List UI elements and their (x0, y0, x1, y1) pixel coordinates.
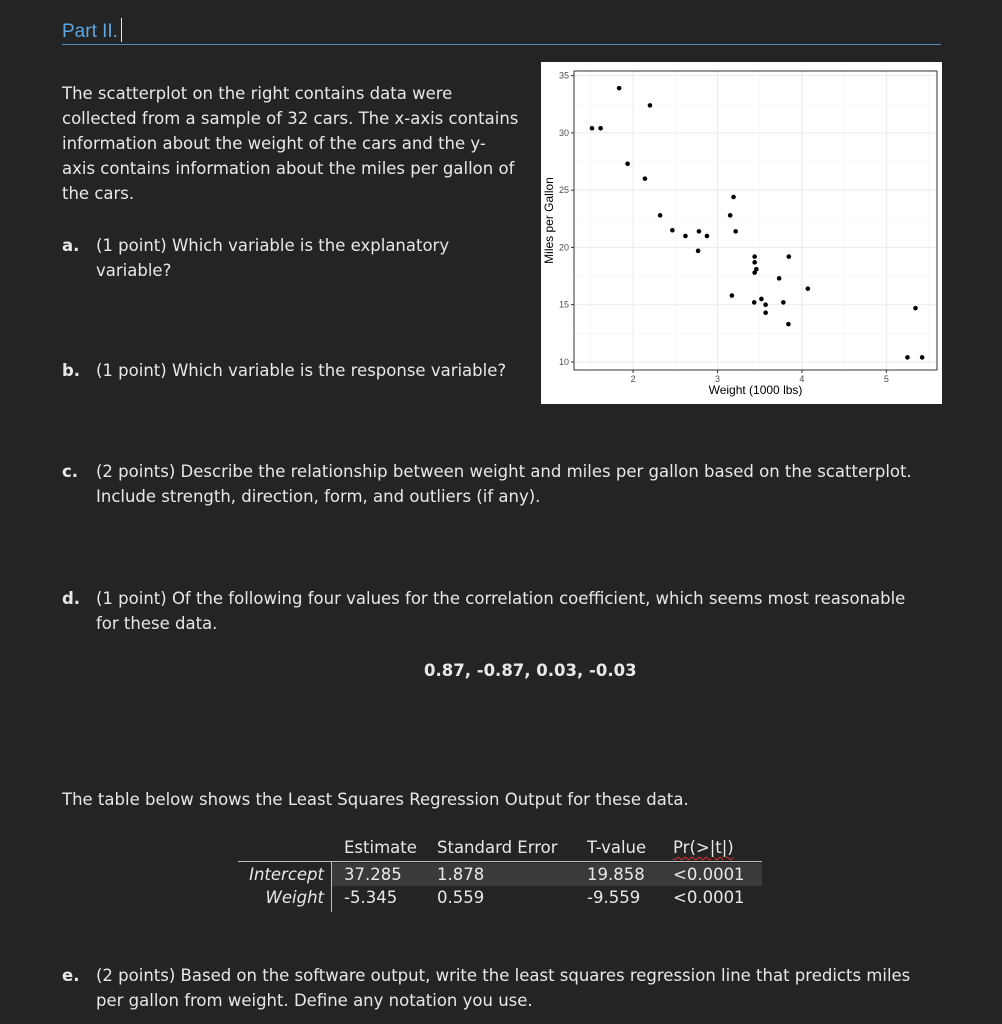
question-text: (2 points) Describe the relationship between weight and miles per gallon based on the scatterplot. (96, 462, 912, 481)
question-label: e. (62, 966, 80, 985)
y-axis-title: Miles per Gallon (542, 177, 556, 264)
data-point (696, 249, 701, 254)
data-point (617, 86, 622, 91)
data-point (733, 229, 738, 234)
intro-paragraph (62, 81, 518, 206)
cell-intercept-estimate: 37.285 (344, 865, 402, 884)
question-text: (1 point) Of the following four values for the correlation coefficient, which seems most reasonable (96, 589, 906, 608)
question-c (62, 460, 962, 510)
data-point (752, 270, 757, 275)
x-tick-label: 5 (883, 374, 889, 384)
cell-intercept-t: 19.858 (587, 865, 645, 884)
intro-line: information about the weight of the cars and the y- (62, 134, 486, 153)
data-point (786, 322, 791, 327)
x-axis-title: Weight (1000 lbs) (708, 383, 803, 397)
question-label: c. (62, 462, 79, 481)
x-tick-label: 2 (630, 374, 636, 384)
question-text: (1 point) Which variable is the explanatory (96, 236, 450, 255)
title-underline (62, 44, 941, 45)
y-tick-label: 20 (558, 242, 569, 253)
table-header-rule (238, 861, 762, 862)
data-point (787, 254, 792, 259)
question-text: Include strength, direction, form, and outliers (if any). (96, 486, 541, 506)
question-a (62, 234, 532, 284)
data-point (913, 306, 918, 311)
table-column-rule (331, 862, 332, 912)
data-point (777, 276, 782, 281)
data-point (670, 228, 675, 233)
panel-border (574, 71, 937, 370)
data-point (625, 161, 630, 166)
data-point (763, 302, 768, 307)
data-point (730, 293, 735, 298)
question-text: (1 point) Which variable is the response variable? (96, 361, 507, 380)
y-tick-label: 30 (558, 127, 569, 138)
table-intro: The table below shows the Least Squares Regression Output for these data. (62, 790, 689, 809)
data-point (728, 213, 733, 218)
correlation-options: 0.87, -0.87, 0.03, -0.03 (424, 661, 637, 680)
part-title[interactable] (62, 18, 122, 43)
data-point (759, 297, 764, 302)
data-point (920, 355, 925, 360)
part-title-text: Part II. (62, 21, 118, 42)
data-point (643, 176, 648, 181)
question-text: per gallon from weight. Define any notation you use. (96, 990, 533, 1010)
data-point (658, 213, 663, 218)
header-t-value: T-value (587, 838, 647, 857)
y-tick-label: 15 (558, 299, 569, 310)
question-label: b. (62, 361, 81, 380)
header-p-value: Pr(>|t|) (673, 838, 734, 857)
data-point (752, 300, 757, 305)
data-point (752, 254, 757, 259)
data-point (752, 260, 757, 265)
x-tick-label: 3 (715, 374, 721, 384)
data-point (731, 195, 736, 200)
data-point (590, 126, 595, 131)
question-text: (2 points) Based on the software output, write the least squares regression line that predicts miles (96, 966, 911, 985)
row-name-intercept: Intercept (249, 865, 324, 884)
question-label: a. (62, 236, 80, 255)
header-standard-error: Standard Error (437, 838, 558, 857)
question-e (62, 964, 962, 1014)
data-point (781, 300, 786, 305)
data-point (763, 310, 768, 315)
y-tick-label: 10 (558, 356, 569, 367)
question-text: for these data. (96, 613, 218, 633)
cell-intercept-se: 1.878 (437, 865, 485, 884)
x-tick-label: 4 (799, 374, 805, 384)
cell-weight-t: -9.559 (587, 888, 641, 907)
scatterplot (541, 62, 942, 404)
intro-line: The scatterplot on the right contains data were (62, 84, 453, 103)
data-point (705, 234, 710, 239)
text-cursor (121, 18, 123, 42)
data-point (683, 234, 688, 239)
data-point (697, 229, 702, 234)
cell-weight-se: 0.559 (437, 888, 485, 907)
question-b (62, 359, 532, 385)
data-point (806, 286, 811, 291)
y-tick-label: 25 (558, 185, 569, 196)
question-d (62, 587, 962, 637)
intro-line: the cars. (62, 184, 135, 203)
cell-intercept-p: <0.0001 (673, 865, 745, 884)
header-estimate: Estimate (344, 838, 417, 857)
regression-table (238, 837, 762, 917)
question-label: d. (62, 589, 81, 608)
cell-weight-p: <0.0001 (673, 888, 745, 907)
row-name-weight: Weight (265, 888, 324, 907)
data-point (905, 355, 910, 360)
data-point (598, 126, 603, 131)
cell-weight-estimate: -5.345 (344, 888, 398, 907)
intro-line: axis contains information about the miles per gallon of (62, 159, 515, 178)
intro-line: collected from a sample of 32 cars. The x-axis contains (62, 109, 519, 128)
y-tick-label: 35 (558, 70, 569, 81)
scatterplot-svg (541, 62, 942, 404)
data-point (648, 103, 653, 108)
question-text: variable? (96, 260, 172, 280)
